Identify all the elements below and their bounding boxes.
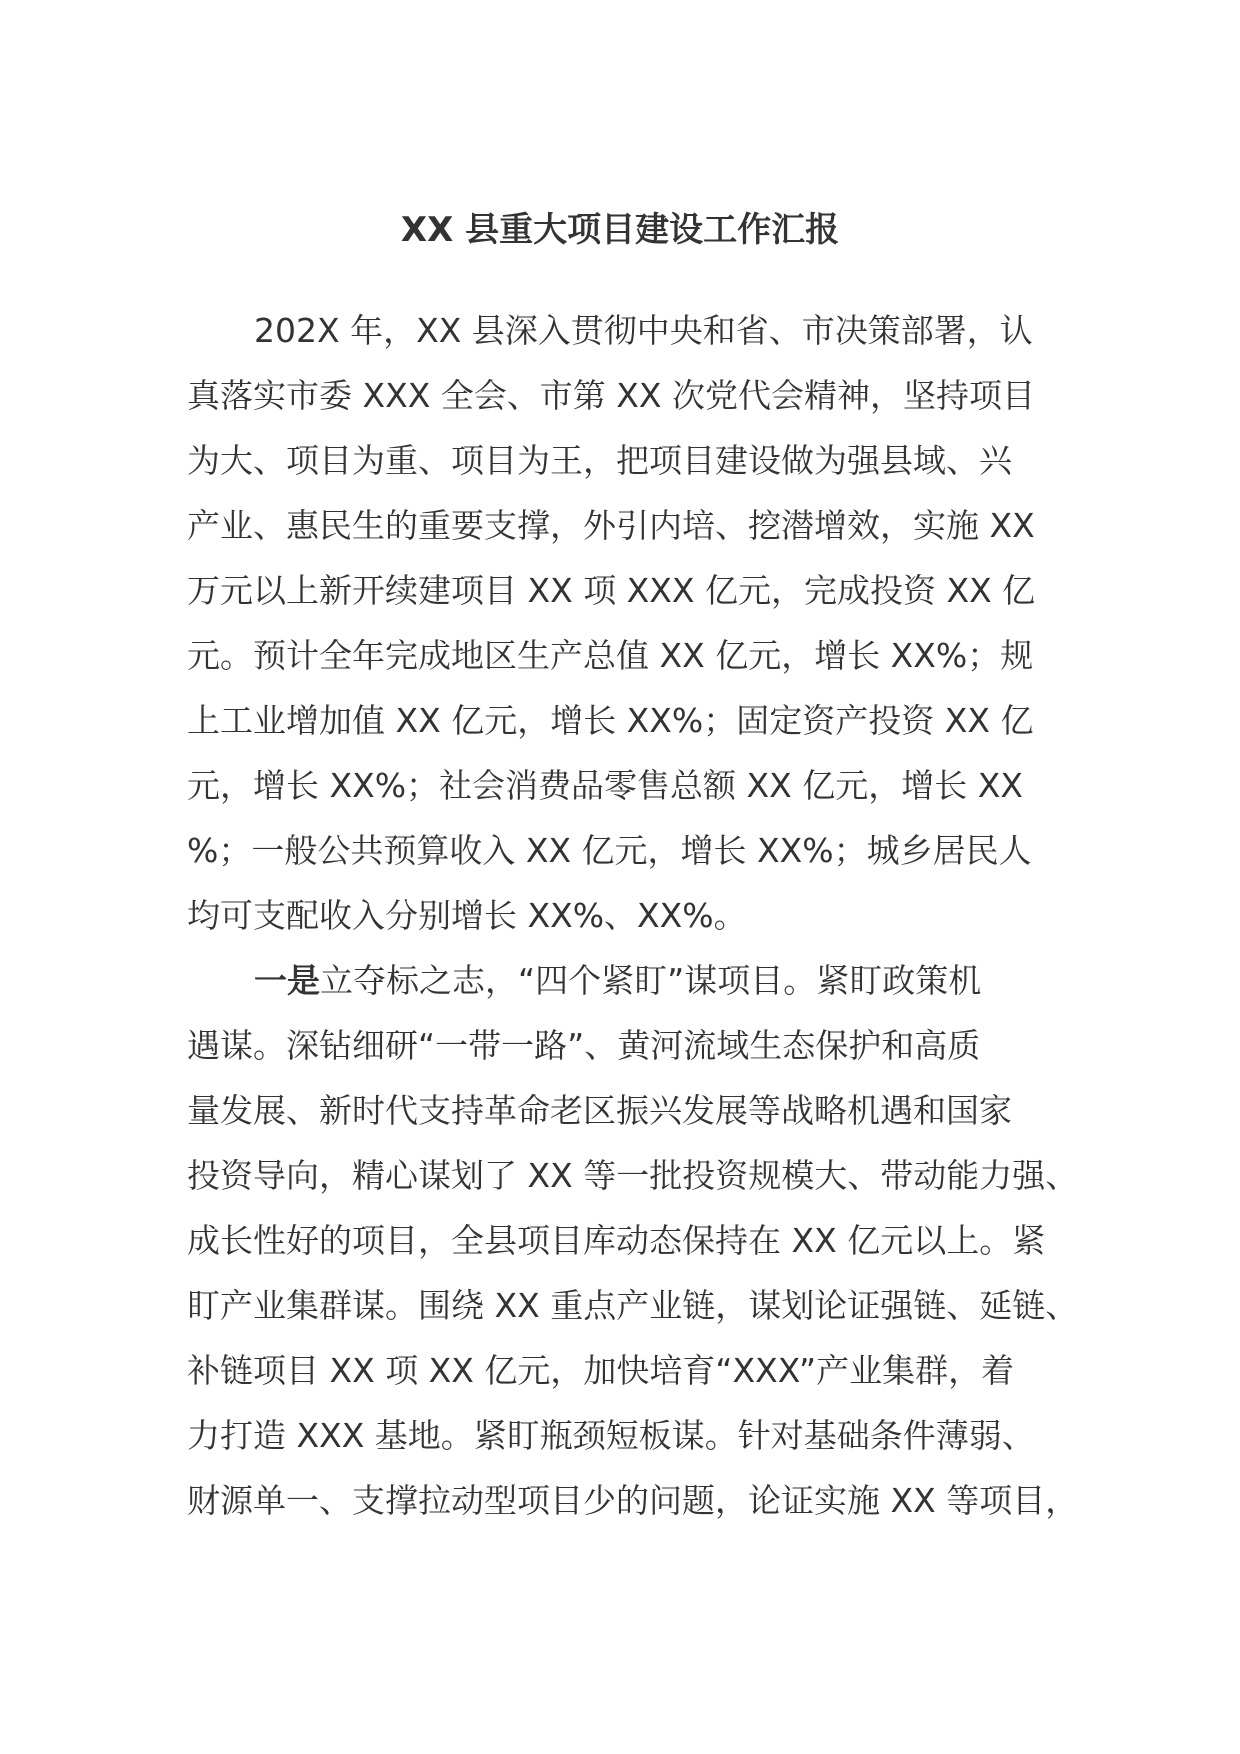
paragraph-overview <box>187 298 1067 948</box>
text-line: 元。预计全年完成地区生产总值 XX 亿元，增长 XX%；规 <box>187 636 1034 675</box>
text-line: 成长性好的项目，全县项目库动态保持在 XX 亿元以上。紧 <box>187 1221 1046 1260</box>
text-line: 力打造 XXX 基地。紧盯瓶颈短板谋。针对基础条件薄弱、 <box>187 1416 1035 1455</box>
text-line-rest: 立夺标之志，“四个紧盯”谋项目。紧盯政策机 <box>320 961 982 1000</box>
text-line: 盯产业集群谋。围绕 XX 重点产业链，谋划论证强链、延链、 <box>187 1286 1079 1325</box>
text-line: 202X 年，XX 县深入贯彻中央和省、市决策部署，认 <box>254 311 1033 350</box>
text-line: 遇谋。深钻细研“一带一路”、黄河流域生态保护和高质 <box>187 1026 981 1065</box>
text-line: 量发展、新时代支持革命老区振兴发展等战略机遇和国家 <box>187 1091 1012 1130</box>
document-title: XX 县重大项目建设工作汇报 <box>400 210 840 250</box>
text-line: 产业、惠民生的重要支撑，外引内培、挖潜增效，实施 XX <box>187 506 1035 545</box>
text-line: %；一般公共预算收入 XX 亿元，增长 XX%；城乡居民人 <box>187 831 1032 870</box>
paragraph-project-planning <box>187 948 1079 1533</box>
text-line <box>187 948 1067 1013</box>
text-line: 为大、项目为重、项目为王，把项目建设做为强县域、兴 <box>187 441 1012 480</box>
text-line: 元，增长 XX%；社会消费品零售总额 XX 亿元，增长 XX <box>187 766 1023 805</box>
text-line: 万元以上新开续建项目 XX 项 XXX 亿元，完成投资 XX 亿 <box>187 571 1036 610</box>
text-line: 财源单一、支撑拉动型项目少的问题，论证实施 XX 等项目， <box>187 1481 1079 1520</box>
text-line: 投资导向，精心谋划了 XX 等一批投资规模大、带动能力强、 <box>187 1156 1079 1195</box>
paragraph-lead-label: 一是 <box>254 961 320 1000</box>
text-line: 真落实市委 XXX 全会、市第 XX 次党代会精神，坚持项目 <box>187 376 1035 415</box>
text-line: 补链项目 XX 项 XX 亿元，加快培育“XXX”产业集群，着 <box>187 1351 1015 1390</box>
text-line: 上工业增加值 XX 亿元，增长 XX%；固定资产投资 XX 亿 <box>187 701 1034 740</box>
document-body <box>187 298 1079 1533</box>
text-line: 均可支配收入分别增长 XX%、XX%。 <box>187 896 747 935</box>
